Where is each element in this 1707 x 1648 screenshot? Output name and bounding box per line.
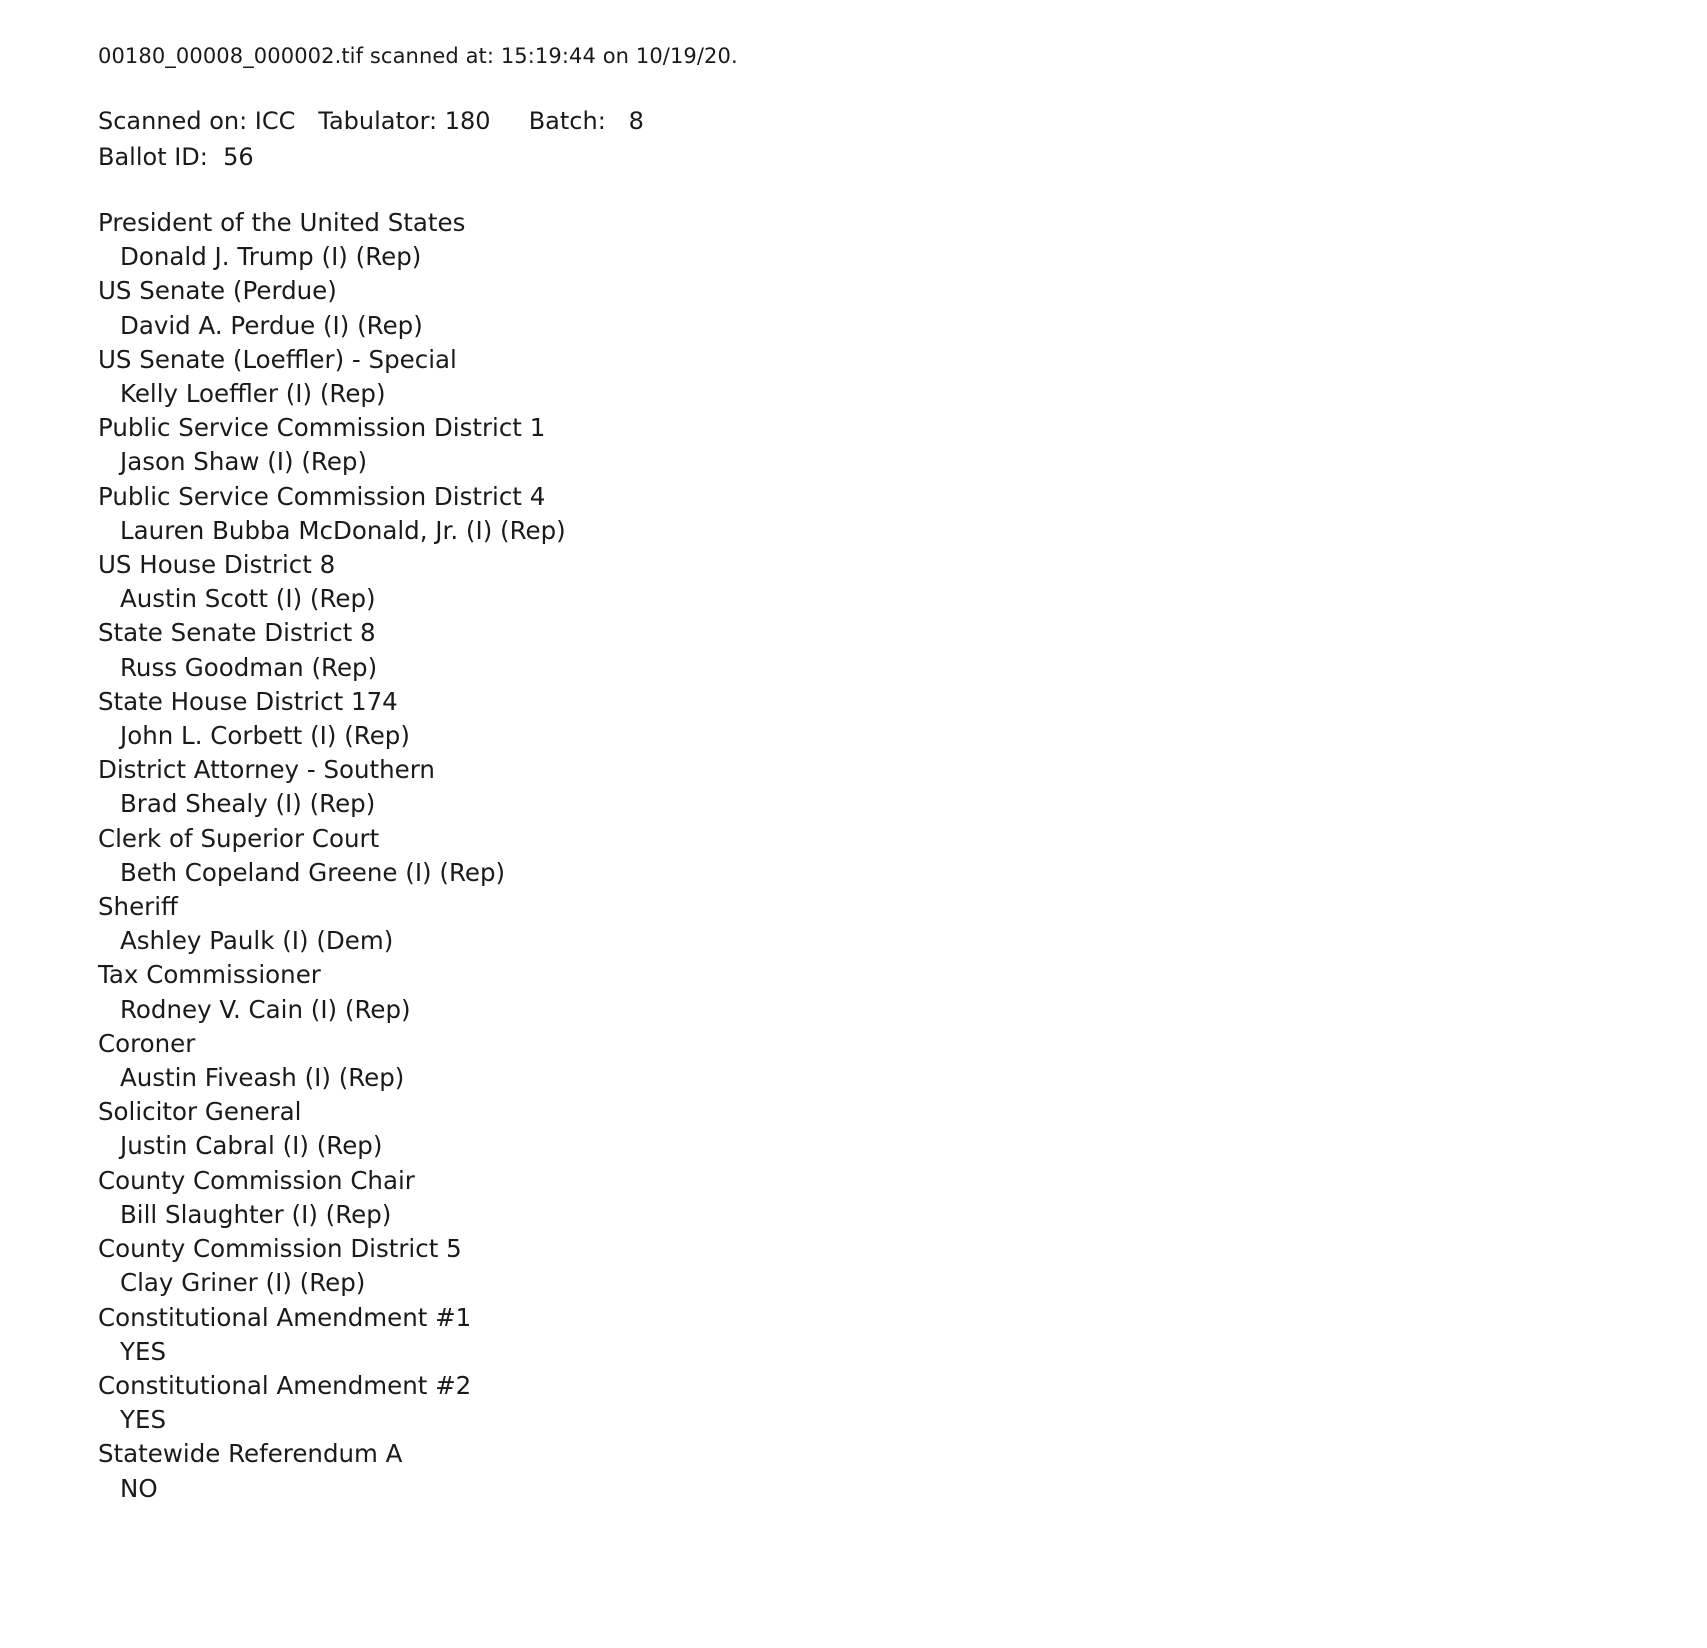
contest-title: County Commission District 5 (98, 1234, 462, 1264)
contest-title: Constitutional Amendment #2 (98, 1370, 472, 1400)
contest-title: Coroner (98, 1028, 196, 1058)
contest-choice: YES (120, 1336, 166, 1366)
contest-title: US Senate (Loeffler) - Special (98, 344, 457, 374)
contest-entry (98, 1301, 566, 1369)
contest-choice: John L. Corbett (I) (Rep) (120, 721, 410, 751)
contest-title: Statewide Referendum A (98, 1439, 403, 1469)
contest-title: Tax Commissioner (98, 960, 321, 990)
contest-choice: Austin Scott (I) (Rep) (120, 584, 376, 614)
contest-choice: Clay Griner (I) (Rep) (120, 1268, 366, 1298)
contest-title: President of the United States (98, 208, 466, 237)
contest-choice: David A. Perdue (I) (Rep) (120, 310, 423, 340)
ballot-id-line: Ballot ID: 56 (98, 143, 254, 171)
contest-choice: NO (120, 1473, 158, 1503)
contest-entry (98, 685, 566, 753)
contest-choice: YES (120, 1405, 166, 1435)
contest-choice: Donald J. Trump (I) (Rep) (120, 242, 422, 272)
contest-title: Constitutional Amendment #1 (98, 1302, 472, 1332)
contest-choice: Austin Fiveash (I) (Rep) (120, 1063, 405, 1093)
scan-header-line: 00180_00008_000002.tif scanned at: 15:19:44 on 10/19/20. (98, 44, 738, 68)
contest-title: US House District 8 (98, 550, 336, 580)
contest-choice: Bill Slaughter (I) (Rep) (120, 1199, 392, 1229)
contest-choice: Rodney V. Cain (I) (Rep) (120, 994, 411, 1024)
contest-entry (98, 890, 566, 958)
contest-entry (98, 1437, 566, 1505)
contest-entry (98, 343, 566, 411)
contest-entry (98, 616, 566, 684)
contest-choice: Russ Goodman (Rep) (120, 652, 378, 682)
contest-entry (98, 548, 566, 616)
contest-title: Public Service Commission District 1 (98, 413, 546, 443)
contest-title: County Commission Chair (98, 1165, 415, 1195)
contest-entry (98, 1164, 566, 1232)
contest-entry (98, 1027, 566, 1095)
contest-choice: Ashley Paulk (I) (Dem) (120, 926, 394, 956)
contest-title: Solicitor General (98, 1097, 302, 1127)
contest-entry (98, 958, 566, 1026)
contest-title: Clerk of Superior Court (98, 823, 380, 853)
scanned-on-line: Scanned on: ICC Tabulator: 180 Batch: 8 (98, 107, 644, 135)
contest-choice: Brad Shealy (I) (Rep) (120, 789, 376, 819)
contest-title: US Senate (Perdue) (98, 276, 337, 306)
contest-entry (98, 1369, 566, 1437)
contest-title: District Attorney - Southern (98, 755, 435, 785)
contest-title: State Senate District 8 (98, 618, 376, 648)
contest-entry (98, 411, 566, 479)
contest-choice: Kelly Loeffler (I) (Rep) (120, 379, 386, 409)
contest-entry (98, 1095, 566, 1163)
contest-entry (98, 822, 566, 890)
contest-title: Public Service Commission District 4 (98, 481, 546, 511)
contest-entry (98, 206, 566, 274)
contest-title: State House District 174 (98, 686, 398, 716)
contest-choice: Beth Copeland Greene (I) (Rep) (120, 857, 506, 887)
contest-results-list (98, 206, 566, 1506)
scan-metadata (98, 103, 644, 175)
contest-title: Sheriff (98, 892, 178, 922)
contest-choice: Justin Cabral (I) (Rep) (120, 1131, 383, 1161)
contest-choice: Lauren Bubba McDonald, Jr. (I) (Rep) (120, 515, 566, 545)
contest-choice: Jason Shaw (I) (Rep) (120, 447, 368, 477)
contest-entry (98, 1232, 566, 1300)
contest-entry (98, 753, 566, 821)
contest-entry (98, 274, 566, 342)
contest-entry (98, 480, 566, 548)
